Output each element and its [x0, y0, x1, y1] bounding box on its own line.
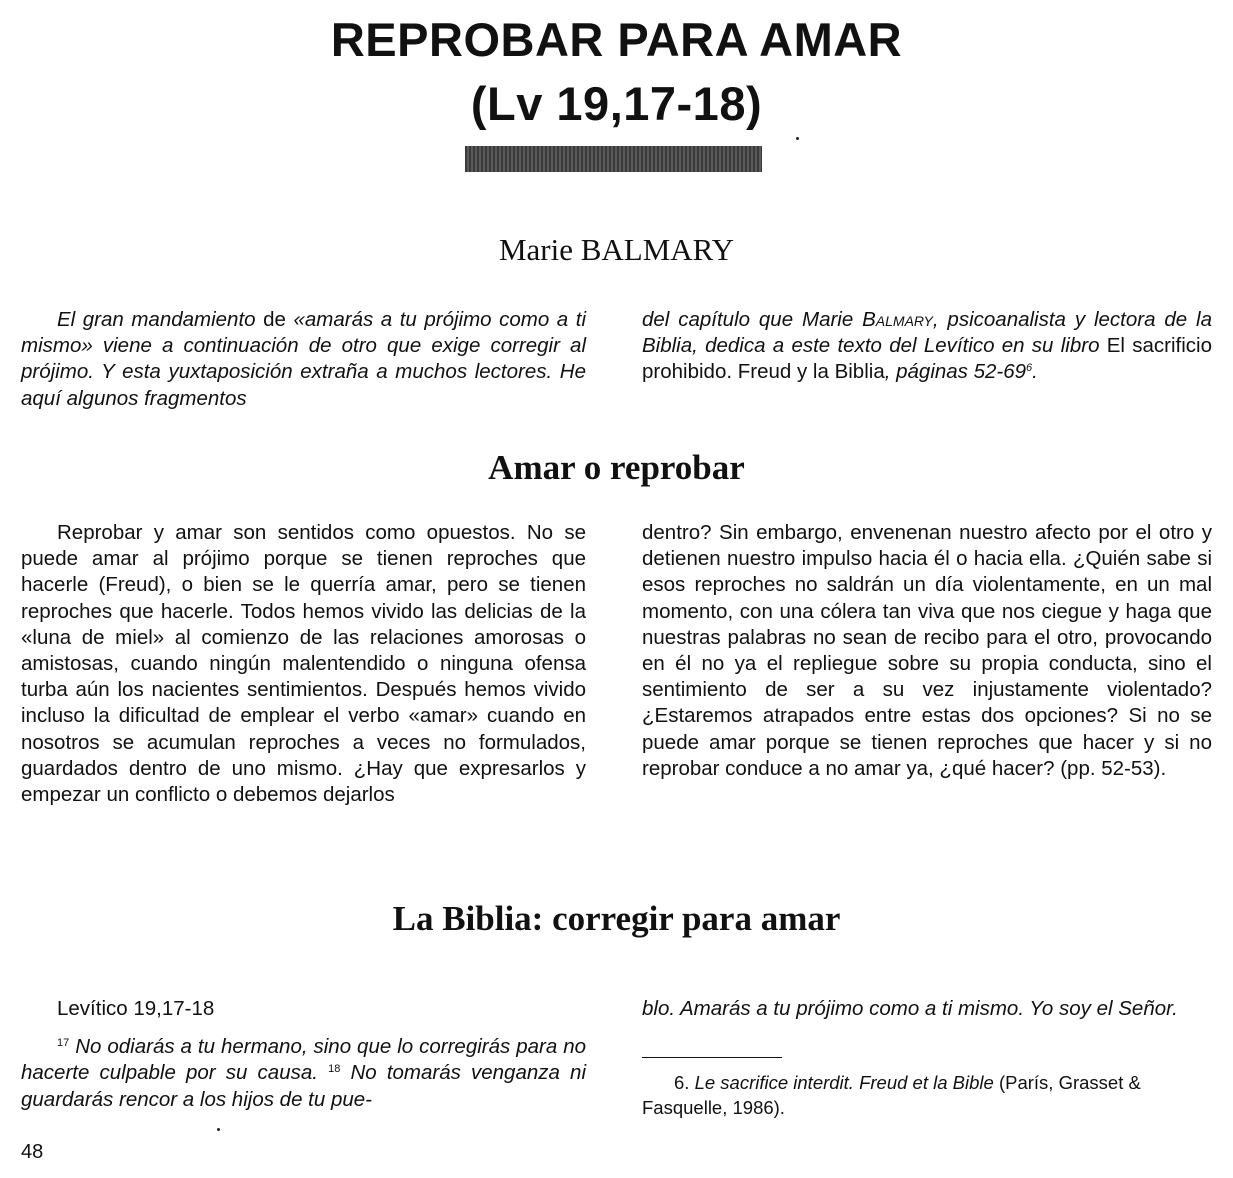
section-heading-amar-o-reprobar: Amar o reprobar: [488, 448, 745, 487]
author-name: [0, 230, 1233, 270]
section2-left-column: [21, 996, 586, 1113]
section-heading-la-biblia: La Biblia: corregir para amar: [392, 899, 841, 938]
author-first-name: Marie: [498, 232, 581, 267]
section1-left-column: Reprobar y amar son sentidos como opuestos. No se puede amar al prójimo porque se tienen reproches que hacerle (Freud), o bien se le querría amar, pero se tienen reproches que hacerle. Todos hemos vivido las delicias de la «luna de miel» al comienzo de las relaciones amorosas o amistosas, cuando ningún malentendido o ninguna ofensa turba aún los nacientes sentimientos. Después hemos vivido incluso la dificultad de emplear el verbo «amar» cuando en nosotros se acumulan reproches a veces no formulados, guardados dentro de uno mismo. ¿Hay que expresarlos y empezar un conflicto o debemos dejarlos: [21, 521, 586, 807]
title-decorative-bar: [465, 146, 762, 172]
intro-left-column: El gran mandamiento de «amarás a tu prójimo como a ti mismo» viene a continuación de otro que exige corregir al prójimo. Y esta yuxtaposición extraña a muchos lectores. He aquí algunos fragmentos: [21, 308, 586, 410]
article-title: REPROBAR PARA AMAR: [330, 13, 903, 66]
scripture-reference: Levítico 19,17-18: [57, 997, 215, 1020]
footnote-separator: [642, 1057, 782, 1058]
verse-text: $^{17}$ No odiarás a tu hermano, sino que lo corregirás para no hacerte culpable por su causa. $^{18}$ No tomarás venganza ni guardarás rencor a los hijos de tu pue-: [21, 1035, 586, 1111]
page-number: 48: [21, 1141, 44, 1163]
verse-text-continued: blo. Amarás a tu prójimo como a ti mismo. Yo soy el Señor.: [642, 997, 1178, 1020]
footnote-title: Le sacrifice interdit. Freud et la Bible: [694, 1072, 994, 1093]
speck-mark: [217, 1128, 220, 1131]
author-last-name: BALMARY: [580, 232, 735, 267]
footnote-details: (París, Grasset & Fasquelle, 1986).: [642, 1072, 1141, 1118]
footnote: [642, 1070, 1212, 1120]
article-reference: (Lv 19,17-18): [470, 77, 763, 130]
footnote-number: 6.: [674, 1072, 695, 1093]
intro-right-column: del capítulo que Marie Balmary, psicoanalista y lectora de la Biblia, dedica a este texto del Levítico en su libro El sacrificio prohibido. Freud y la Biblia, páginas $52-69^6$.: [642, 308, 1212, 384]
speck-mark: [796, 137, 799, 140]
section1-right-column: dentro? Sin embargo, envenenan nuestro afecto por el otro y detienen nuestro impulso hacia él o hacia ella. ¿Quién sabe si esos reproches no saldrán un día violentamente, en un mal momento, con una cólera tan viva que nos ciegue y haga que nuestras palabras no sean de recibo para el otro, provocando en él no ya el repliegue sobre su propia conducta, sino el sentimiento de ser a su vez injustamente violentado? ¿Estaremos atrapados entre estas dos opciones? Si no se puede amar porque se tienen reproches que hacer y si no reprobar conduce a no amar ya, ¿qué hacer? (pp. 52-53).: [642, 521, 1212, 780]
